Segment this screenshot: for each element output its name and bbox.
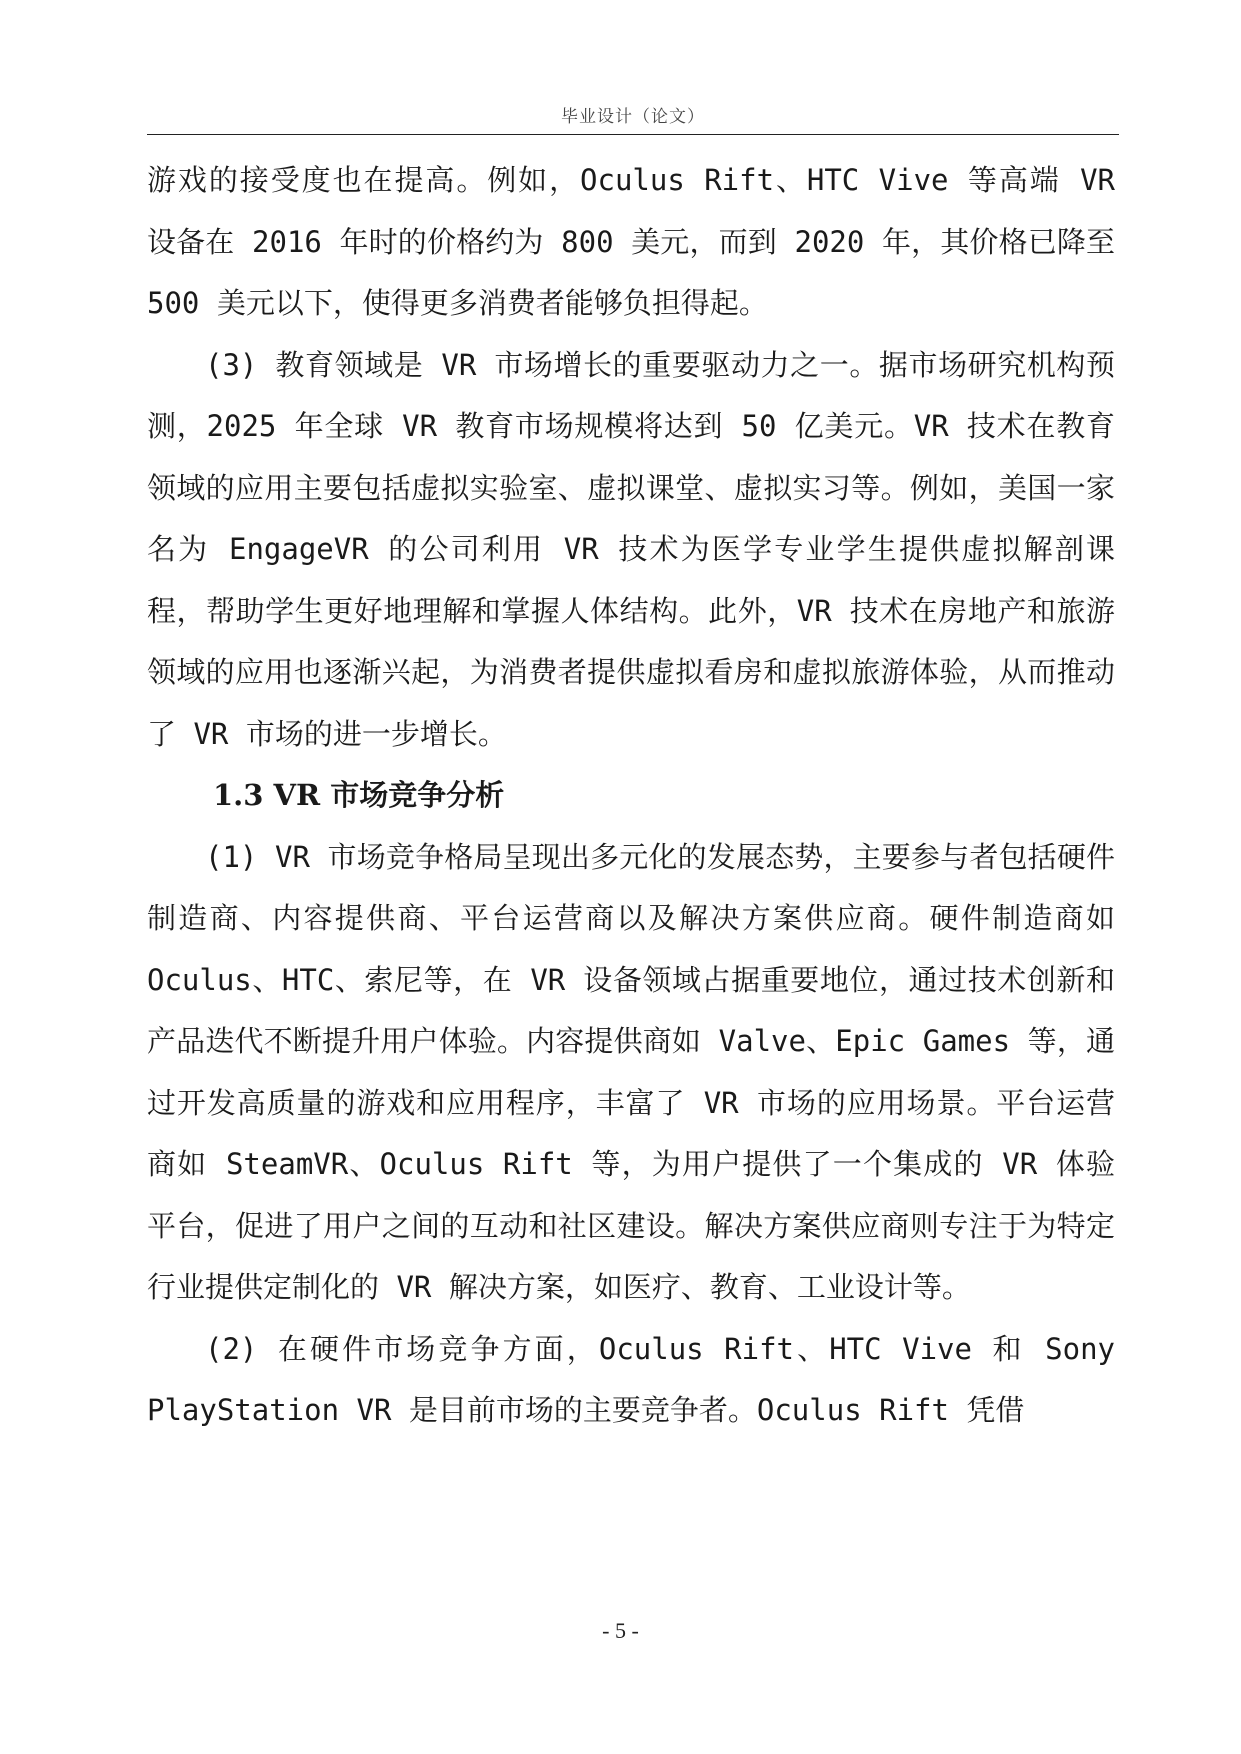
section-heading: 1.3 VR 市场竞争分析 [213, 778, 505, 812]
paragraph-continuation: 游戏的接受度也在提高。例如，Oculus Rift、HTC Vive 等高端 VR 设备在 2016 年时的价格约为 800 美元，而到 2020 年，其价格已降至 500 美元以下，使得更多消费者能够负担得起。 [147, 163, 1115, 320]
paragraph-education: (3) 教育领域是 VR 市场增长的重要驱动力之一。据市场研究机构预测，2025 年全球 VR 教育市场规模将达到 50 亿美元。VR 技术在教育领域的应用主要包括虚拟实验室、虚拟课堂、虚拟实习等。例如，美国一家名为 EngageVR 的公司利用 VR 技术为医学专业学生提供虚拟解剖课程，帮助学生更好地理解和掌握人体结构。此外，VR 技术在房地产和旅游领域的应用也逐渐兴起，为消费者提供虚拟看房和虚拟旅游体验，从而推动了 VR 市场的进一步增长。 [147, 347, 1115, 751]
header-rule [147, 134, 1119, 135]
page-number: - 5 - [602, 1618, 639, 1643]
paragraph-competition-landscape: (1) VR 市场竞争格局呈现出多元化的发展态势，主要参与者包括硬件制造商、内容提供商、平台运营商以及解决方案供应商。硬件制造商如 Oculus、HTC、索尼等，在 VR 设备领域占据重要地位，通过技术创新和产品迭代不断提升用户体验。内容提供商如 Valve、Epic Games 等，通过开发高质量的游戏和应用程序，丰富了 VR 市场的应用场景。平台运营商如 SteamVR、Oculus Rift 等，为用户提供了一个集成的 VR 体验平台，促进了用户之间的互动和社区建设。解决方案供应商则专注于为特定行业提供定制化的 VR 解决方案，如医疗、教育、工业设计等。 [147, 839, 1115, 1304]
body-text [147, 150, 1115, 1442]
paragraph-hardware-competition: (2) 在硬件市场竞争方面，Oculus Rift、HTC Vive 和 Sony PlayStation VR 是目前市场的主要竞争者。Oculus Rift 凭借 [147, 1331, 1115, 1427]
running-header: 毕业设计（论文） [561, 107, 705, 127]
